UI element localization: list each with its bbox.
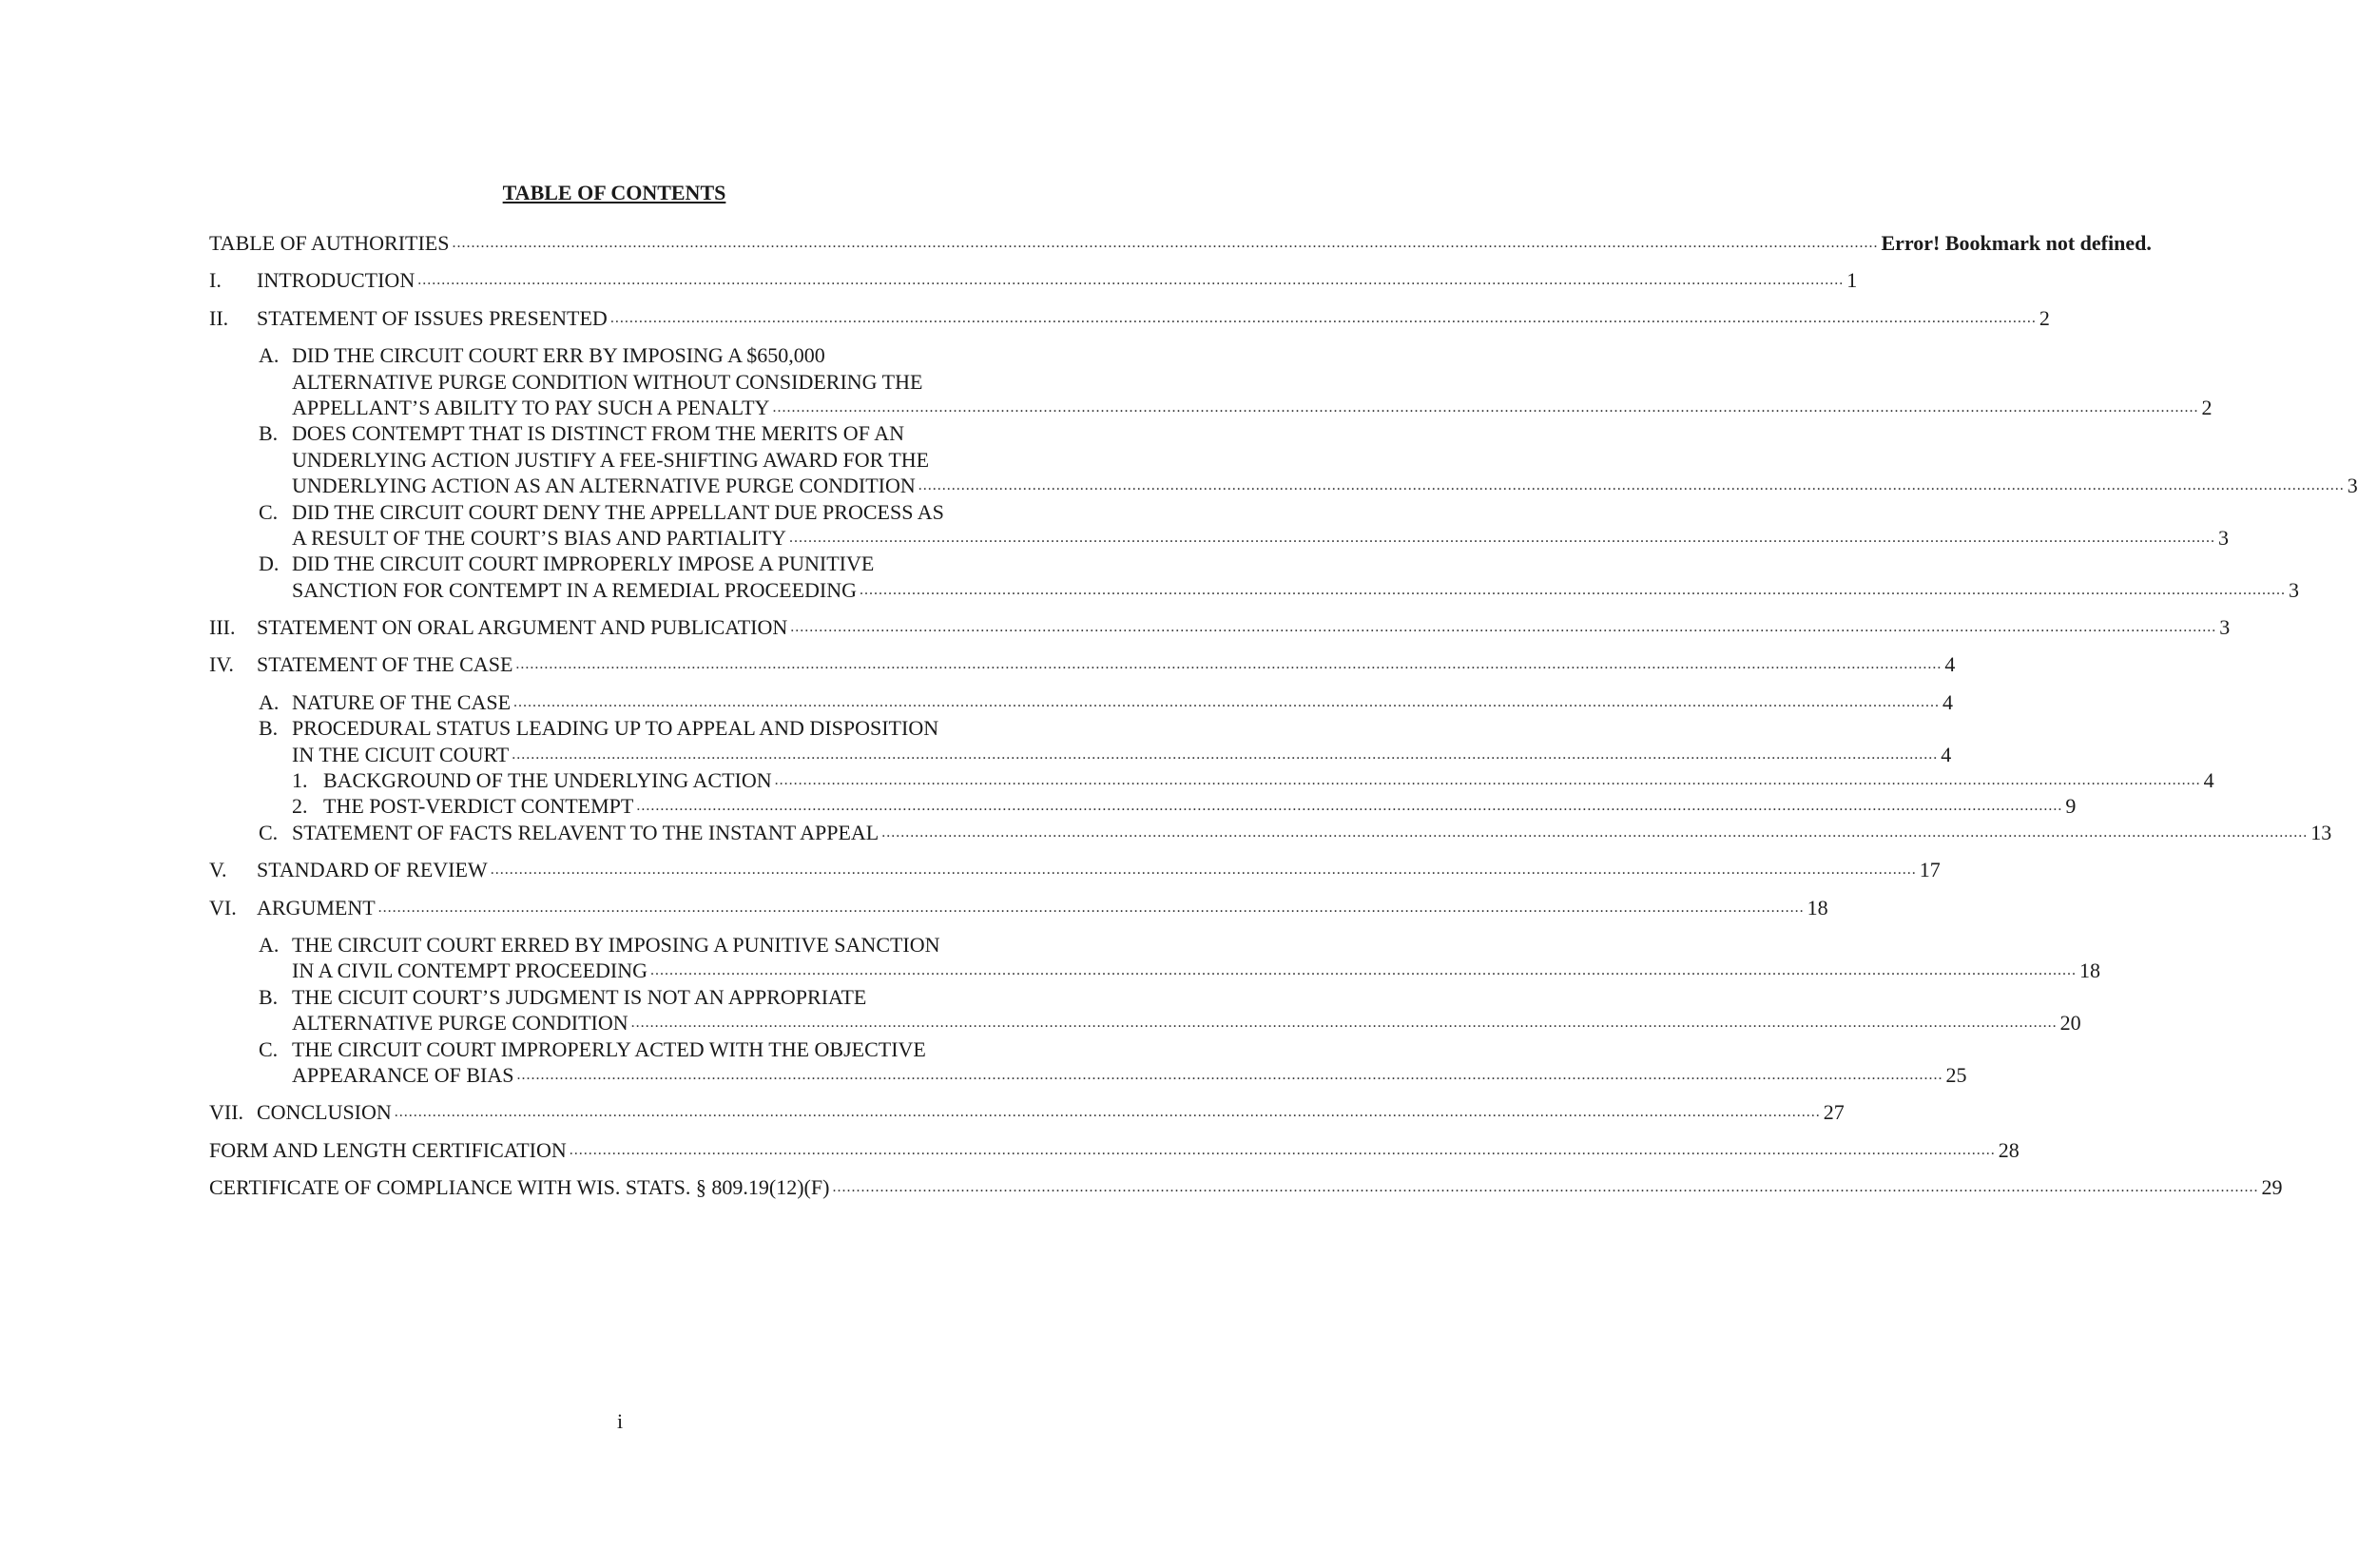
- toc-entry-page: 20: [2059, 1011, 2081, 1036]
- toc-entry-page: 27: [1823, 1100, 1845, 1125]
- toc-entry-text: INTRODUCTION: [257, 268, 416, 293]
- toc-entry-text: CERTIFICATE OF COMPLIANCE WITH WIS. STATS. § 809.19(12)(F): [209, 1175, 830, 1200]
- toc-entry[interactable]: [209, 895, 1828, 920]
- toc-entry-text: CONCLUSION: [257, 1100, 392, 1125]
- toc-entry-number: I.: [209, 268, 222, 293]
- toc-entry[interactable]: [209, 793, 2077, 819]
- toc-entry-text: THE CIRCUIT COURT ERRED BY IMPOSING A PUNITIVE SANCTION: [292, 932, 940, 957]
- toc-entry[interactable]: [209, 651, 1956, 677]
- toc-entry-page: 4: [1941, 742, 1952, 766]
- dot-leader: ............................................................................................................................................................................................................................................................................................................: [569, 1141, 1996, 1158]
- dot-leader: ............................................................................................................................................................................................................................................................................................................: [918, 477, 2345, 494]
- toc-entry[interactable]: [209, 551, 2300, 603]
- toc-entry-text: APPEARANCE OF BIAS: [292, 1062, 514, 1087]
- page-number: i: [616, 1409, 624, 1433]
- toc-entry-text: IN THE CICUIT COURT: [292, 742, 510, 766]
- toc-entry-text: PROCEDURAL STATUS LEADING UP TO APPEAL AND DISPOSITION: [292, 716, 939, 741]
- toc-entry-number: B.: [259, 984, 279, 1009]
- toc-entry-text: ALTERNATIVE PURGE CONDITION WITHOUT CONSIDERING THE: [292, 369, 923, 394]
- dot-leader: ............................................................................................................................................................................................................................................................................................................: [650, 962, 2078, 979]
- toc-entry-page: 3: [2289, 577, 2300, 602]
- toc-entry-page: 2: [2201, 395, 2213, 419]
- toc-entry-text: BACKGROUND OF THE UNDERLYING ACTION: [323, 768, 772, 793]
- toc-entry[interactable]: [209, 420, 2358, 498]
- toc-entry[interactable]: [209, 499, 2229, 552]
- toc-entry[interactable]: [209, 820, 2332, 845]
- toc-entry-number: B.: [259, 421, 279, 446]
- toc-entry-number: A.: [259, 932, 280, 957]
- toc-entry-text: APPELLANT’S ABILITY TO PAY SUCH A PENALTY: [292, 395, 770, 419]
- toc-entry-number: III.: [209, 615, 236, 640]
- toc-entry-text: STANDARD OF REVIEW: [257, 858, 488, 882]
- toc-entry-text: STATEMENT OF THE CASE: [257, 652, 513, 677]
- toc-entry-text: STATEMENT OF FACTS RELAVENT TO THE INSTANT APPEAL: [292, 820, 879, 844]
- toc-entry-text: ARGUMENT: [257, 895, 376, 920]
- toc-entry-text: DID THE CIRCUIT COURT ERR BY IMPOSING A $650,000: [292, 343, 825, 368]
- toc-entry-text: NATURE OF THE CASE: [292, 689, 512, 714]
- dot-leader: ............................................................................................................................................................................................................................................................................................................: [772, 398, 2199, 416]
- toc-entry-page: 1: [1846, 268, 1858, 293]
- toc-entry[interactable]: [209, 767, 2214, 793]
- toc-entry-text: THE POST-VERDICT CONTEMPT: [323, 794, 634, 819]
- dot-leader: ............................................................................................................................................................................................................................................................................................................: [512, 745, 1939, 763]
- dot-leader: ............................................................................................................................................................................................................................................................................................................: [774, 772, 2201, 789]
- toc-entry-text: UNDERLYING ACTION AS AN ALTERNATIVE PURGE CONDITION: [292, 474, 916, 498]
- toc-entry-page: 4: [1944, 652, 1956, 677]
- dot-leader: ............................................................................................................................................................................................................................................................................................................: [636, 798, 2063, 815]
- toc-entry[interactable]: [209, 1036, 1967, 1089]
- dot-leader: ............................................................................................................................................................................................................................................................................................................: [513, 693, 1941, 710]
- toc-entry-text: SANCTION FOR CONTEMPT IN A REMEDIAL PROCEEDING: [292, 577, 858, 602]
- toc-entry[interactable]: [209, 1137, 2020, 1163]
- toc-entry-number: C.: [259, 1036, 279, 1061]
- toc-entry[interactable]: [209, 1174, 2283, 1200]
- toc-entry-number: 1.: [292, 768, 308, 793]
- toc-entry[interactable]: [209, 614, 2231, 640]
- toc-entry-page: 2: [2039, 305, 2050, 330]
- toc-entry-page: 25: [1945, 1062, 1967, 1087]
- table-of-contents: [209, 230, 2358, 1212]
- toc-entry[interactable]: [209, 267, 1858, 293]
- dot-leader: ............................................................................................................................................................................................................................................................................................................: [417, 272, 1845, 289]
- toc-entry-text: THE CIRCUIT COURT IMPROPERLY ACTED WITH THE OBJECTIVE: [292, 1036, 926, 1061]
- toc-entry-page: 18: [2079, 958, 2101, 983]
- toc-entry-number: D.: [259, 552, 280, 576]
- toc-entry-page: 29: [2261, 1175, 2283, 1200]
- toc-entry-page: 4: [2203, 768, 2214, 793]
- dot-leader: ............................................................................................................................................................................................................................................................................................................: [860, 581, 2287, 598]
- toc-entry-page: 17: [1919, 858, 1941, 882]
- toc-entry-page: 3: [2347, 474, 2358, 498]
- toc-entry[interactable]: [209, 1099, 1845, 1125]
- dot-leader: ............................................................................................................................................................................................................................................................................................................: [881, 823, 2309, 841]
- toc-entry[interactable]: [209, 230, 2152, 256]
- toc-entry-number: II.: [209, 305, 229, 330]
- toc-entry[interactable]: [209, 932, 2101, 984]
- toc-entry-page: 28: [1998, 1137, 2020, 1162]
- dot-leader: ............................................................................................................................................................................................................................................................................................................: [788, 529, 2215, 546]
- toc-entry-page: 9: [2065, 794, 2077, 819]
- toc-entry[interactable]: [209, 857, 1941, 882]
- toc-entry-text: THE CICUIT COURT’S JUDGMENT IS NOT AN APPROPRIATE: [292, 984, 867, 1009]
- toc-entry-page: 3: [2217, 525, 2229, 550]
- dot-leader: ............................................................................................................................................................................................................................................................................................................: [377, 899, 1805, 916]
- toc-entry-number: C.: [259, 499, 279, 524]
- toc-entry[interactable]: [209, 305, 2050, 331]
- toc-entry[interactable]: [209, 689, 1954, 715]
- dot-leader: ............................................................................................................................................................................................................................................................................................................: [516, 1066, 1943, 1083]
- toc-entry-number: 2.: [292, 794, 308, 819]
- toc-entry-number: B.: [259, 716, 279, 741]
- toc-entry[interactable]: [209, 342, 2213, 420]
- toc-entry-page: 18: [1807, 895, 1828, 920]
- dot-leader: ............................................................................................................................................................................................................................................................................................................: [452, 235, 1879, 251]
- toc-entry-page: 3: [2219, 615, 2231, 640]
- toc-entry-number: VI.: [209, 895, 237, 920]
- dot-leader: ............................................................................................................................................................................................................................................................................................................: [490, 861, 1917, 879]
- toc-entry-text: FORM AND LENGTH CERTIFICATION: [209, 1137, 567, 1162]
- toc-entry-number: IV.: [209, 652, 234, 677]
- toc-entry-page: Error! Bookmark not defined.: [1881, 231, 2152, 255]
- toc-entry-number: A.: [259, 343, 280, 368]
- toc-entry-number: A.: [259, 689, 280, 714]
- dot-leader: ............................................................................................................................................................................................................................................................................................................: [515, 656, 1942, 673]
- toc-entry-page: 4: [1942, 689, 1954, 714]
- toc-entry-text: DID THE CIRCUIT COURT DENY THE APPELLANT DUE PROCESS AS: [292, 499, 944, 524]
- page-title: TABLE OF CONTENTS: [502, 181, 726, 204]
- dot-leader: ............................................................................................................................................................................................................................................................................................................: [609, 309, 2037, 326]
- toc-entry-text: A RESULT OF THE COURT’S BIAS AND PARTIALITY: [292, 525, 786, 550]
- dot-leader: ............................................................................................................................................................................................................................................................................................................: [630, 1015, 2058, 1032]
- toc-entry-number: VII.: [209, 1100, 244, 1125]
- toc-entry-text: UNDERLYING ACTION JUSTIFY A FEE-SHIFTING AWARD FOR THE: [292, 447, 930, 472]
- toc-entry-text: DOES CONTEMPT THAT IS DISTINCT FROM THE MERITS OF AN: [292, 421, 904, 446]
- toc-entry[interactable]: [209, 984, 2081, 1036]
- toc-entry-page: 13: [2310, 820, 2332, 844]
- toc-entry-text: IN A CIVIL CONTEMPT PROCEEDING: [292, 958, 648, 983]
- toc-entry-number: V.: [209, 858, 227, 882]
- toc-entry-text: ALTERNATIVE PURGE CONDITION: [292, 1011, 628, 1036]
- dot-leader: ............................................................................................................................................................................................................................................................................................................: [394, 1104, 1821, 1121]
- toc-entry-text: STATEMENT ON ORAL ARGUMENT AND PUBLICATION: [257, 615, 788, 640]
- dot-leader: ............................................................................................................................................................................................................................................................................................................: [832, 1179, 2259, 1196]
- toc-entry-text: TABLE OF AUTHORITIES: [209, 231, 450, 255]
- dot-leader: ............................................................................................................................................................................................................................................................................................................: [790, 619, 2217, 636]
- toc-entry-text: STATEMENT OF ISSUES PRESENTED: [257, 305, 608, 330]
- toc-entry-number: C.: [259, 820, 279, 844]
- toc-entry[interactable]: [209, 715, 1952, 767]
- toc-entry-text: DID THE CIRCUIT COURT IMPROPERLY IMPOSE A PUNITIVE: [292, 552, 875, 576]
